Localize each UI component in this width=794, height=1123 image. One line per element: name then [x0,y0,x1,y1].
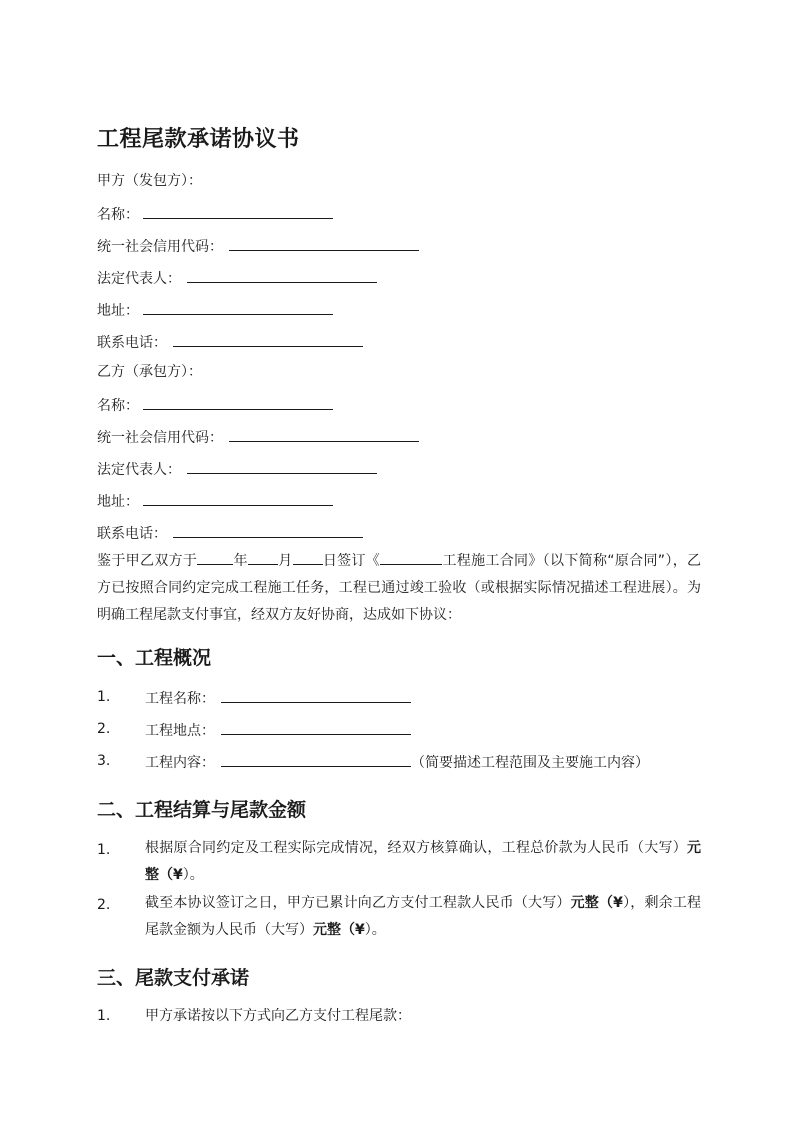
project-name-blank [221,687,411,703]
s1-item-1 [145,687,701,709]
total-price-text: 根据原合同约定及工程实际完成情况，经双方核算确认，工程总价款为人民币（大写） [145,840,687,856]
s1-item-3-number: 3. [97,753,111,769]
party-b-rep-label: 法定代表人： [97,462,181,478]
project-name-label: 工程名称： [145,691,215,707]
party-a-credit-label: 统一社会信用代码： [97,239,223,255]
party-b-phone-label: 联系电话： [97,526,167,542]
paid-amount-text: 截至本协议签订之日，甲方已累计向乙方支付工程款人民币（大写） [145,895,571,911]
project-content-note: （简要描述工程范围及主要施工内容） [411,755,649,771]
project-location-label: 工程地点： [145,723,215,739]
section-2-heading: 二、工程结算与尾款金额 [97,799,307,821]
s2-item-2 [145,890,701,944]
party-b-credit-blank [229,426,419,442]
party-b-rep-blank [187,458,377,474]
party-b-name-row [97,394,333,416]
section-3-heading: 三、尾款支付承诺 [97,967,250,989]
s1-item-2-number: 2. [97,721,111,737]
s3-item-1-number: 1. [97,1008,111,1024]
remaining-amount-text: ），剩余工程尾款金额为人民币（大写） [145,895,702,938]
party-b-rep-row [97,458,377,480]
party-a-phone-row [97,331,363,353]
s1-item-2 [145,719,701,741]
party-a-name-label: 名称： [97,207,139,223]
party-a-rep-row [97,267,377,289]
project-content-blank [221,751,411,767]
contract-name-blank [380,549,442,565]
party-b-credit-row [97,426,419,448]
remaining-amount-bold: 元整（¥ [313,922,365,938]
s1-item-1-number: 1. [97,689,111,705]
preamble-text-2: 年 [233,553,248,569]
month-blank [248,549,278,565]
party-b-name-blank [143,394,333,410]
document-title: 工程尾款承诺协议书 [97,127,300,152]
party-b-address-blank [143,490,333,506]
project-content-label: 工程内容： [145,755,215,771]
party-b-heading: 乙方（承包方）： [97,364,202,380]
party-b-name-label: 名称： [97,398,139,414]
party-a-address-label: 地址： [97,303,139,319]
s3-item-1: 甲方承诺按以下方式向乙方支付工程尾款： [145,1008,411,1024]
preamble-text-3: 月 [277,553,293,569]
party-a-heading: 甲方（发包方）： [97,173,202,189]
party-a-address-row [97,299,333,321]
party-a-rep-blank [187,267,377,283]
s2-item-1 [145,835,701,889]
party-b-address-row [97,490,333,512]
party-a-rep-label: 法定代表人： [97,271,181,287]
s1-item-3 [145,751,701,773]
s2-item-1-number: 1. [97,842,111,858]
preamble-paragraph [97,548,701,629]
party-a-address-blank [143,299,333,315]
year-blank [197,549,233,565]
remaining-amount-end: ）。 [364,922,386,938]
preamble-text-5: 工程施工合同》（以下简称“原合同”），乙方已按照合同约定完成工程施工任务，工程已通过竣工验收（或根据实际情况描述工程进展）。为明确工程尾款支付事宜，经双方友好协商，达成如下协议： [97,553,702,623]
project-location-blank [221,719,411,735]
total-price-end: ）。 [182,867,204,883]
s2-item-2-number: 2. [97,897,111,913]
party-b-phone-row [97,522,363,544]
total-price-bold: 元整（¥ [145,840,701,883]
party-a-phone-label: 联系电话： [97,335,167,351]
party-a-credit-row [97,235,419,257]
paid-amount-bold: 元整（¥ [570,895,623,911]
party-a-credit-blank [229,235,419,251]
day-blank [293,549,323,565]
party-b-credit-label: 统一社会信用代码： [97,430,223,446]
preamble-text-1: 鉴于甲乙双方于 [97,553,198,569]
party-a-name-blank [143,203,333,219]
party-b-address-label: 地址： [97,494,139,510]
party-b-phone-blank [173,522,363,538]
party-a-phone-blank [173,331,363,347]
preamble-text-4: 日签订《 [322,553,381,569]
party-a-name-row [97,203,333,225]
section-1-heading: 一、工程概况 [97,647,212,669]
